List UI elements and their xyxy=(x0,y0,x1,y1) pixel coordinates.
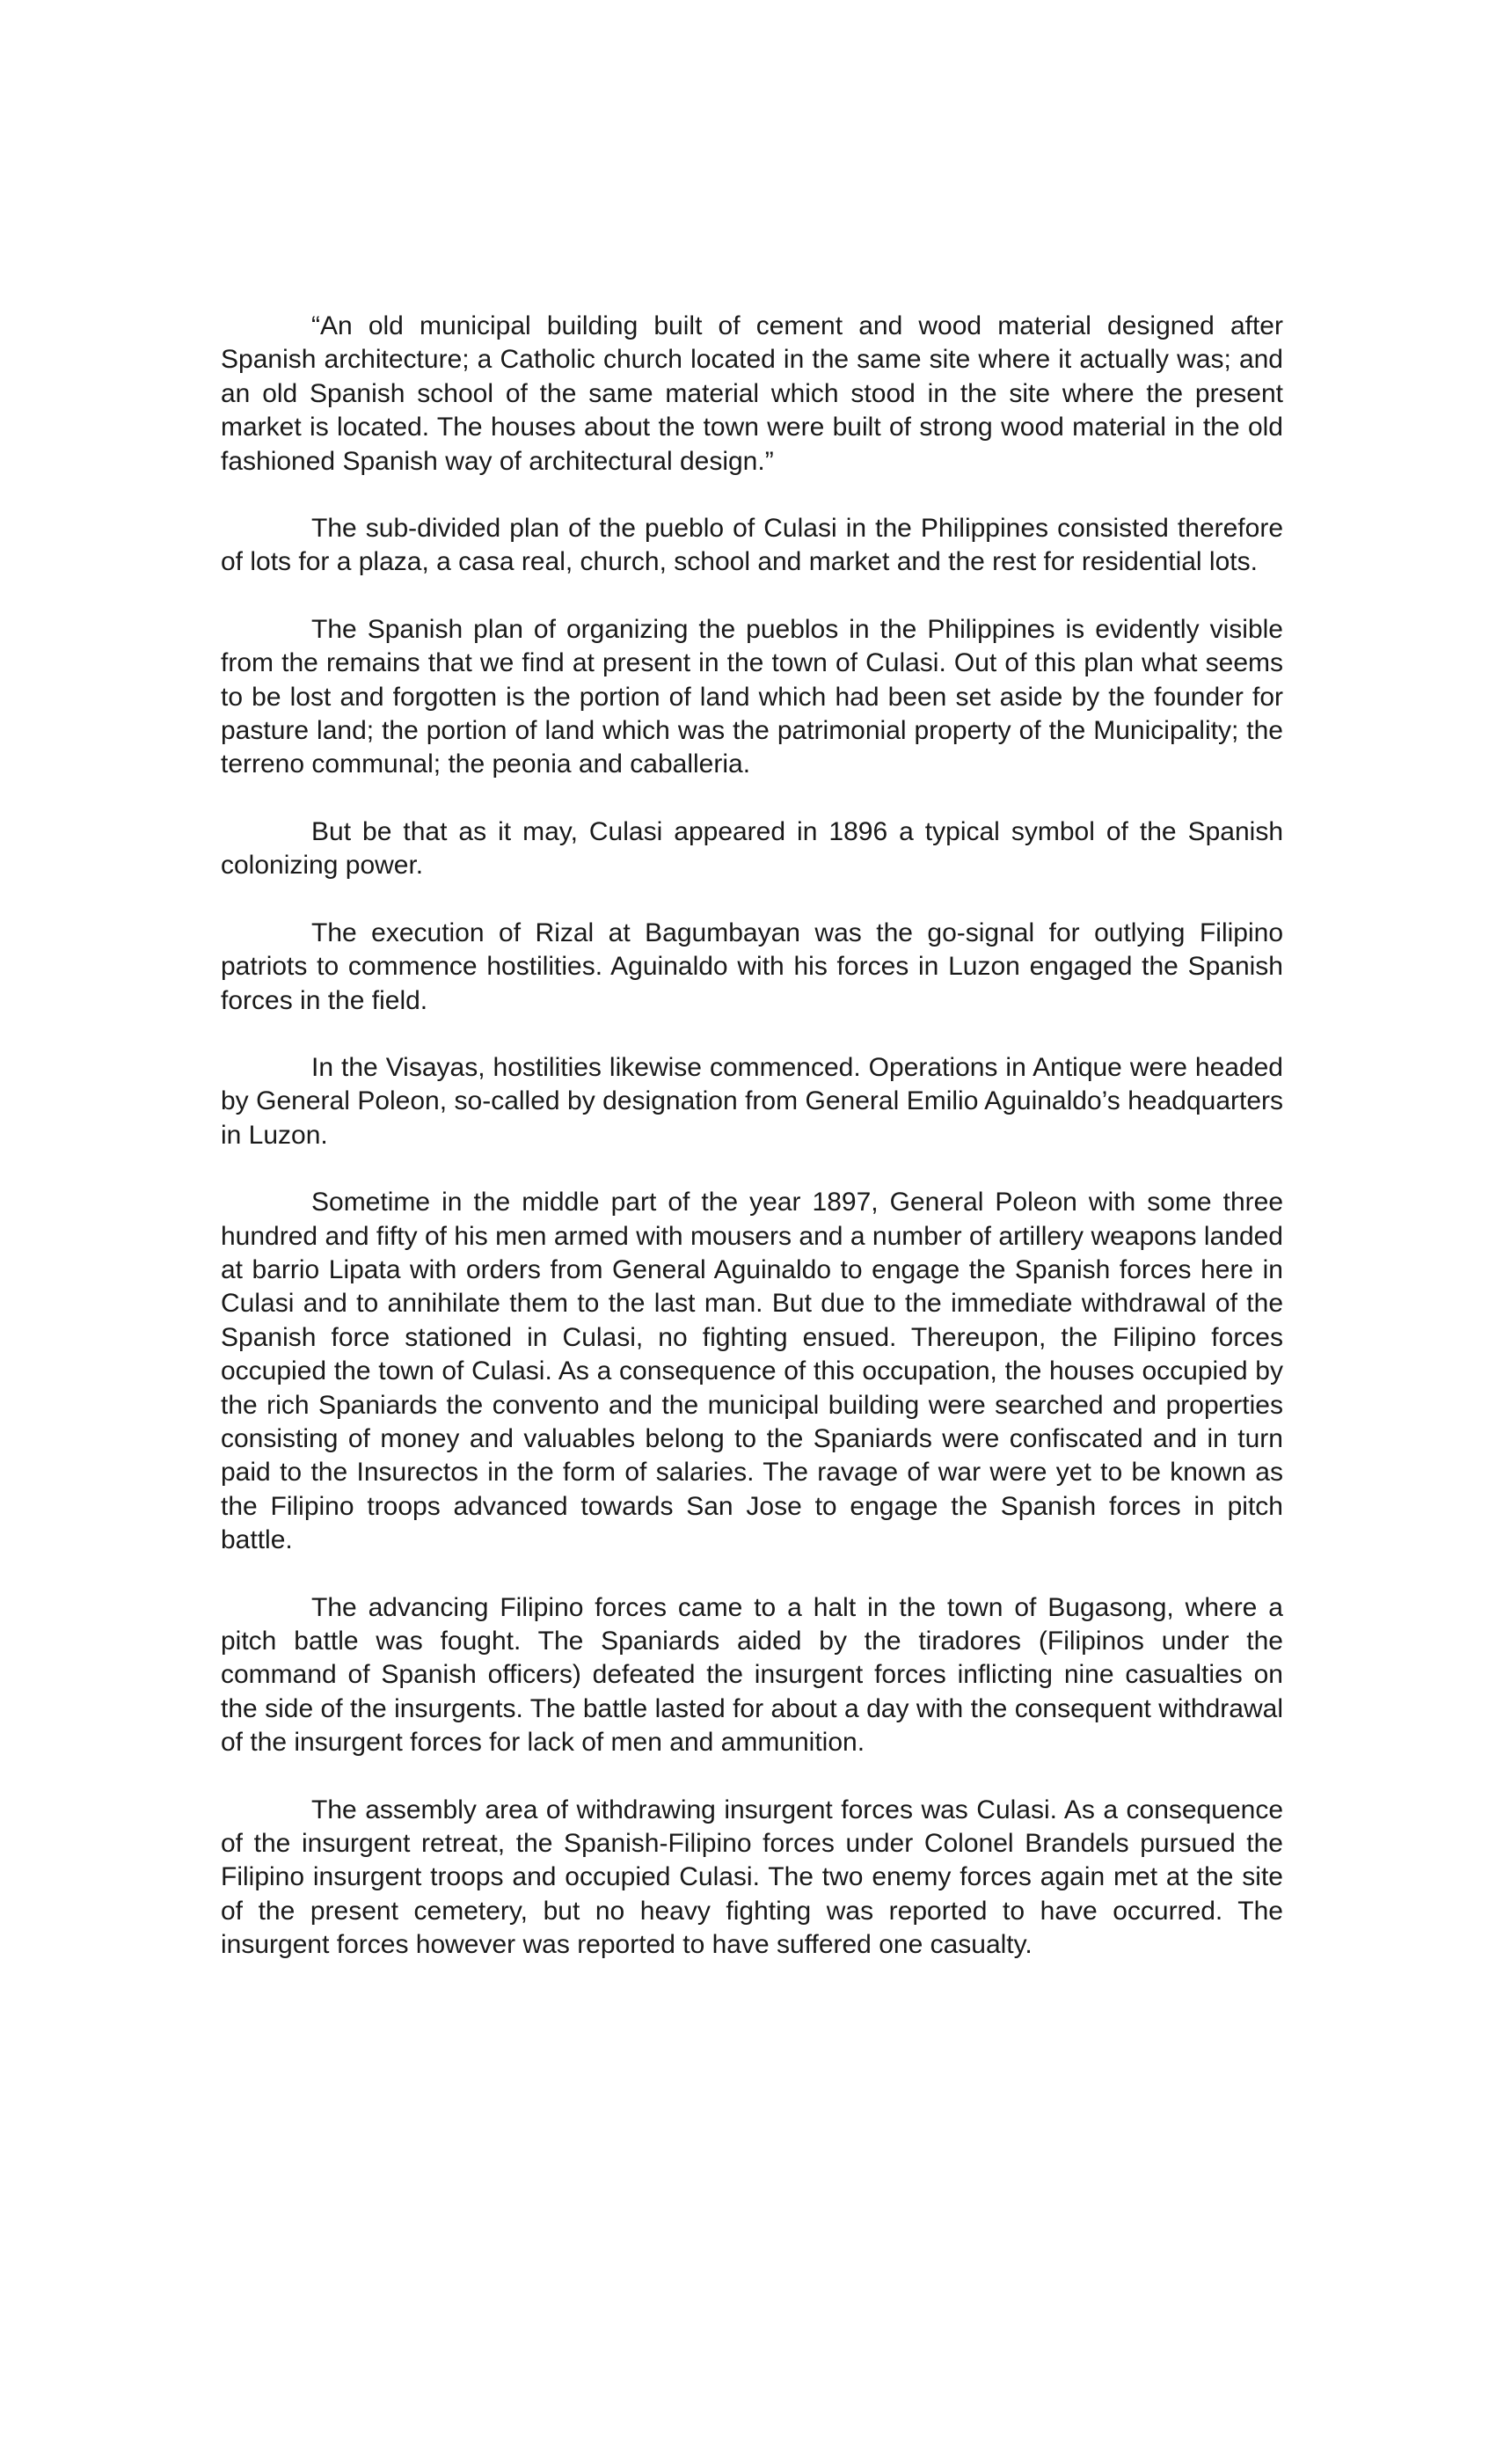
paragraph-pueblo-plan: The sub-divided plan of the pueblo of Culasi in the Philippines consisted therefore of lots for a plaza, a casa real, church, school and market and the rest for residential lots. xyxy=(221,514,1283,577)
body-text xyxy=(221,310,1283,1963)
paragraph-spanish-organizing-plan: The Spanish plan of organizing the pueblos in the Philippines is evidently visible from the remains that we find at present in the town of Culasi. Out of this plan what seems to be lost and forgotten is the portion of land which had been set aside by the founder for pasture land; the portion of land which was the patrimonial property of the Municipality; the terreno communal; the peonia and caballeria. xyxy=(221,614,1283,779)
paragraph-visayas-hostilities: In the Visayas, hostilities likewise commenced. Operations in Antique were headed by General Poleon, so-called by designation from General Emilio Aguinaldo’s headquarters in Luzon. xyxy=(221,1052,1283,1150)
paragraph-general-poleon-landing: Sometime in the middle part of the year 1897, General Poleon with some three hundred and fifty of his men armed with mousers and a number of artillery weapons landed at barrio Lipata with orders from General Aguinaldo to engage the Spanish forces here in Culasi and to annihilate them to the last man. But due to the immediate withdrawal of the Spanish force stationed in Culasi, no fighting ensued. Thereupon, the Filipino forces occupied the town of Culasi. As a consequence of this occupation, the houses occupied by the rich Spaniards the convento and the municipal building were searched and properties consisting of money and valuables belong to the Spaniards were confiscated and in turn paid to the Insurectos in the form of salaries. The ravage of war were yet to be known as the Filipino troops advanced towards San Jose to engage the Spanish forces in pitch battle. xyxy=(221,1188,1283,1555)
paragraph-culasi-assembly: The assembly area of withdrawing insurgent forces was Culasi. As a consequence of the insurgent retreat, the Spanish-Filipino forces under Colonel Brandels pursued the Filipino insurgent troops and occupied Culasi. The two enemy forces again met at the site of the present cemetery, but no heavy fighting was reported to have occurred. The insurgent forces however was reported to have suffered one casualty. xyxy=(221,1795,1283,1960)
paragraph-culasi-1896: But be that as it may, Culasi appeared in 1896 a typical symbol of the Spanish colonizing power. xyxy=(221,816,1283,881)
paragraph-municipal-building-quote: “An old municipal building built of cement and wood material designed after Spanish architecture; a Catholic church located in the same site where it actually was; and an old Spanish school of the same material which stood in the site where the present market is located. The houses about the town were built of strong wood material in the old fashioned Spanish way of architectural design.” xyxy=(221,311,1283,476)
paragraph-bugasong-battle: The advancing Filipino forces came to a halt in the town of Bugasong, where a pitch battle was fought. The Spaniards aided by the tiradores (Filipinos under the command of Spanish officers) defeated the insurgent forces inflicting nine casualties on the side of the insurgents. The battle lasted for about a day with the consequent withdrawal of the insurgent forces for lack of men and ammunition. xyxy=(221,1592,1283,1758)
paragraph-rizal-execution: The execution of Rizal at Bagumbayan was the go-signal for outlying Filipino patriots to commence hostilities. Aguinaldo with his forces in Luzon engaged the Spanish forces in the field. xyxy=(221,918,1283,1015)
